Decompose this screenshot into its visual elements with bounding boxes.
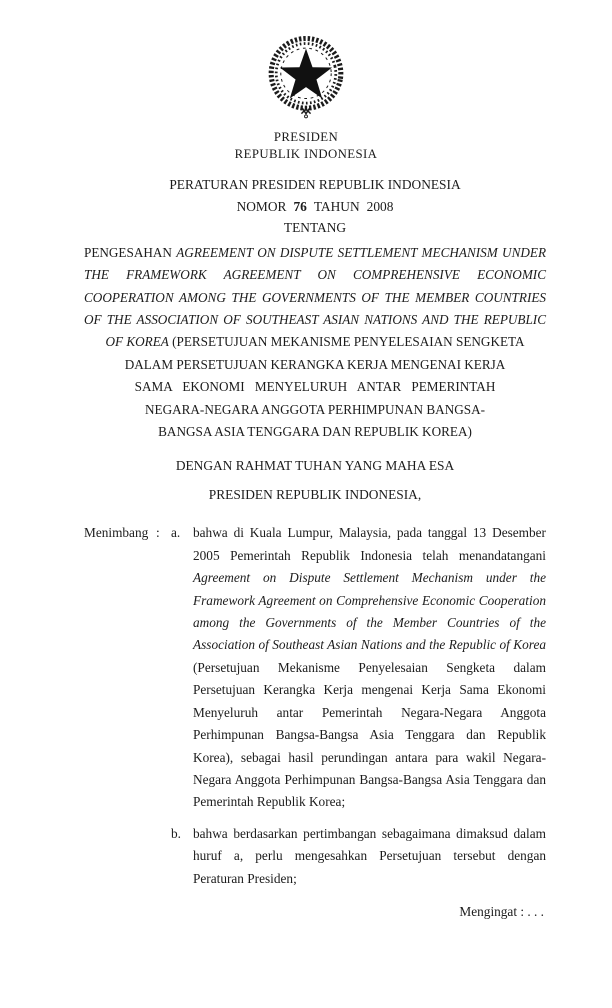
letterhead: [0, 33, 612, 162]
institution-line-republik: REPUBLIK INDONESIA: [234, 146, 378, 161]
regulation-number-line: [84, 196, 546, 218]
subject-line-1: PENGESAHAN AGREEMENT ON DISPUTE SETTLEMENT MECHANISM UNDER: [84, 244, 546, 260]
regulation-heading: [84, 174, 546, 239]
invocation-line: DENGAN RAHMAT TUHAN YANG MAHA ESA: [175, 458, 455, 474]
subject-line-5: OF KOREA (PERSETUJUAN MEKANISME PENYELESAIAN SENGKETA: [105, 334, 525, 350]
subject-title: [84, 242, 546, 444]
institution-name: [0, 129, 612, 162]
menimbang-colon: :: [156, 525, 160, 541]
subject-line-9: BANGSA ASIA TENGGARA DAN REPUBLIK KOREA): [158, 424, 472, 440]
menimbang-label: Menimbang: [84, 525, 149, 541]
subject-line-8: NEGARA-NEGARA ANGGOTA PERHIMPUNAN BANGSA-: [144, 401, 485, 417]
item-a-text: bahwa di Kuala Lumpur, Malaysia, pada tanggal 13 Desember 2005 Pemerintah Republik Indonesia telah menandatangani Agreement on Dispute Settlement Mechanism under the Framework Agreement on Comprehensive Economic Cooperation among the Governments of the Member Countries of the Association of Southeast Asian Nations and the Republic of Korea (Persetujuan Mekanisme Penyelesaian Sengketa dalam Persetujuan Kerangka Kerja mengenai Kerja Sama Ekonomi Menyeluruh antar Pemerintah Negara-Negara Anggota Perhimpunan Bangsa-Bangsa Asia Tenggara dan Republik Korea), sebagai hasil perundingan antara para wakil Negara-Negara Anggota Perhimpunan Bangsa-Bangsa Asia Tenggara dan Pemerintah Republik Korea;: [193, 525, 546, 810]
institution-line-presiden: PRESIDEN: [273, 130, 339, 144]
subject-line-7: SAMA EKONOMI MENYELURUH ANTAR PEMERINTAH: [134, 379, 496, 395]
document-body: [84, 174, 546, 920]
item-b-text: bahwa berdasarkan pertimbangan sebagaimana dimaksud dalam huruf a, perlu mengesahkan Persetujuan tersebut dengan Peraturan Presiden;: [193, 825, 546, 886]
nomor-value: 76: [293, 198, 307, 214]
subject-line-3: COOPERATION AMONG THE GOVERNMENTS OF THE MEMBER COUNTRIES: [84, 289, 546, 305]
presidential-seal-icon: [260, 33, 352, 121]
nomor-label: NOMOR: [236, 198, 287, 214]
menimbang-section: [84, 522, 546, 890]
menimbang-item-a: [84, 522, 546, 813]
catchword-mengingat: Mengingat : . . .: [459, 903, 544, 919]
tahun-value: 2008: [366, 198, 394, 214]
menimbang-item-b: [84, 823, 546, 890]
tahun-label: TAHUN: [313, 198, 360, 214]
subject-line-4: OF THE ASSOCIATION OF SOUTHEAST ASIAN NATIONS AND THE REPUBLIC: [84, 312, 546, 327]
subject-line-2: THE FRAMEWORK AGREEMENT ON COMPREHENSIVE ECONOMIC: [84, 267, 546, 283]
regulation-title-line: PERATURAN PRESIDEN REPUBLIK INDONESIA: [169, 177, 461, 192]
tentang-line: TENTANG: [283, 220, 347, 236]
authority-line: PRESIDEN REPUBLIK INDONESIA,: [208, 487, 422, 503]
item-b-letter: b.: [171, 825, 181, 841]
subject-line-6: DALAM PERSETUJUAN KERANGKA KERJA MENGENAI KERJA: [124, 356, 506, 372]
item-a-letter: a.: [171, 525, 181, 541]
